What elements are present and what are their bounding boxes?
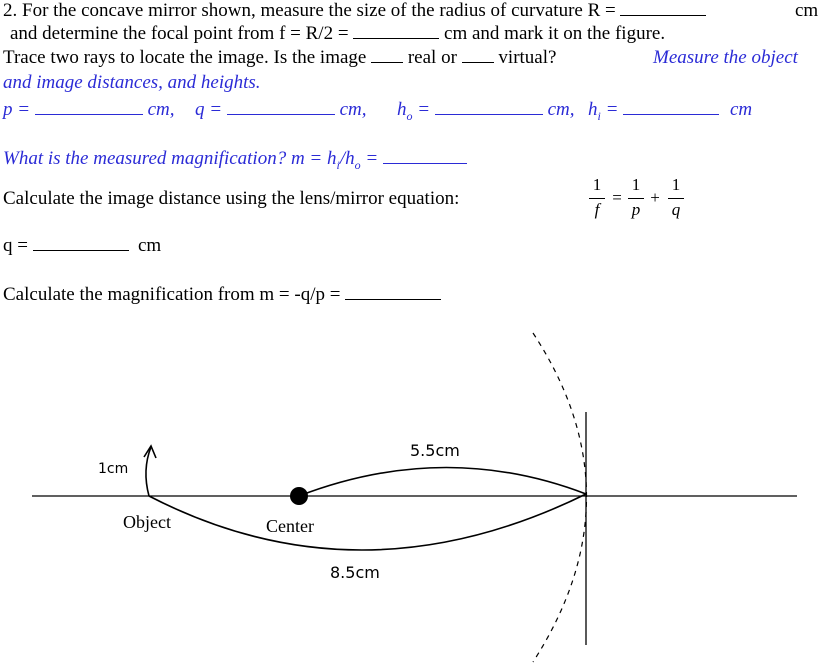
virtual-text: virtual? — [498, 47, 557, 68]
upper-distance-label: 5.5cm — [410, 441, 460, 460]
object-label: Object — [123, 512, 171, 532]
ho-sub: o — [406, 108, 413, 123]
eq-numerator-3: 1 — [671, 175, 681, 194]
mag-slash: /h — [339, 148, 355, 169]
eq-denominator-p: p — [631, 200, 641, 219]
center-label: Center — [266, 516, 314, 536]
calc-magnification-text: Calculate the magnification from m = -q/p = — [3, 284, 341, 305]
q-unit: cm, — [339, 99, 367, 120]
q-calc-label: q = — [3, 235, 28, 256]
ho-unit: cm, — [547, 99, 575, 120]
calc-image-text: Calculate the image distance using the lens/mirror equation: — [3, 188, 460, 209]
lower-distance-label: 8.5cm — [330, 563, 380, 582]
ho-label: h — [397, 99, 407, 120]
eq-numerator-2: 1 — [631, 175, 641, 194]
focal-instruction: cm and mark it on the figure. — [444, 23, 666, 44]
object-distance-arc — [149, 494, 586, 550]
eq-equals: = — [612, 188, 622, 207]
mag-sub-o: o — [354, 157, 361, 172]
hi-eq: = — [605, 99, 619, 120]
focal-question: and determine the focal point from f = R/2 = — [10, 23, 349, 44]
radius-measure-arc — [299, 467, 586, 496]
p-label: p = — [3, 99, 31, 120]
eq-plus: + — [650, 188, 660, 207]
eq-denominator-f: f — [594, 200, 600, 219]
real-or-text: real or — [407, 47, 457, 68]
measure-instruction: Measure the object — [653, 47, 798, 68]
eq-denominator-q: q — [671, 200, 681, 219]
measure-instruction-cont: and image distances, and heights. — [3, 72, 261, 93]
eq-numerator-1: 1 — [592, 175, 602, 194]
q-label: q = — [195, 99, 223, 120]
hi-unit: cm — [730, 99, 753, 120]
q-calc-unit: cm — [138, 235, 162, 256]
mag-sub-i: i — [336, 157, 340, 172]
p-unit: cm, — [147, 99, 175, 120]
ho-eq: = — [417, 99, 431, 120]
trace-rays-text: Trace two rays to locate the image. Is the image — [3, 47, 367, 68]
radius-unit: cm — [795, 0, 819, 21]
mag-question: What is the measured magnification? m = h — [3, 148, 337, 169]
mag-eq: = — [360, 148, 379, 169]
object-height-label: 1cm — [98, 461, 129, 477]
object-arrow — [146, 447, 151, 496]
problem-line-1-text: 2. For the concave mirror shown, measure the size of the radius of curvature R = — [3, 0, 616, 21]
hi-label: h — [588, 99, 598, 120]
hi-sub: i — [597, 108, 601, 123]
